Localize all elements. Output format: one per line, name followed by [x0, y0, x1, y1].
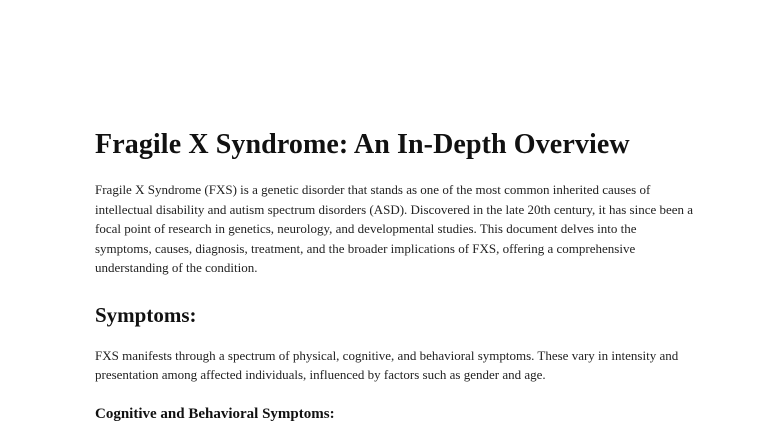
document-content: [95, 127, 695, 424]
subheading-cognitive-behavioral: Cognitive and Behavioral Symptoms:: [95, 405, 335, 422]
symptoms-paragraph: FXS manifests through a spectrum of physical, cognitive, and behavioral symptoms. These vary in intensity and presentation among affected individuals, influenced by factors such as gender and age.: [95, 347, 679, 382]
intro-paragraph: Fragile X Syndrome (FXS) is a genetic disorder that stands as one of the most common inherited causes of intellectual disability and autism spectrum disorders (ASD). Discovered in the late 20th century, it has since been a focal point of research in genetics, neurology, and developmental studies. This document delves into the symptoms, causes, diagnosis, treatment, and the broader implications of FXS, offering a comprehensive understanding of the condition.: [95, 182, 694, 275]
document-title: Fragile X Syndrome: An In-Depth Overview: [95, 129, 630, 160]
section-heading-symptoms: Symptoms:: [95, 302, 197, 327]
